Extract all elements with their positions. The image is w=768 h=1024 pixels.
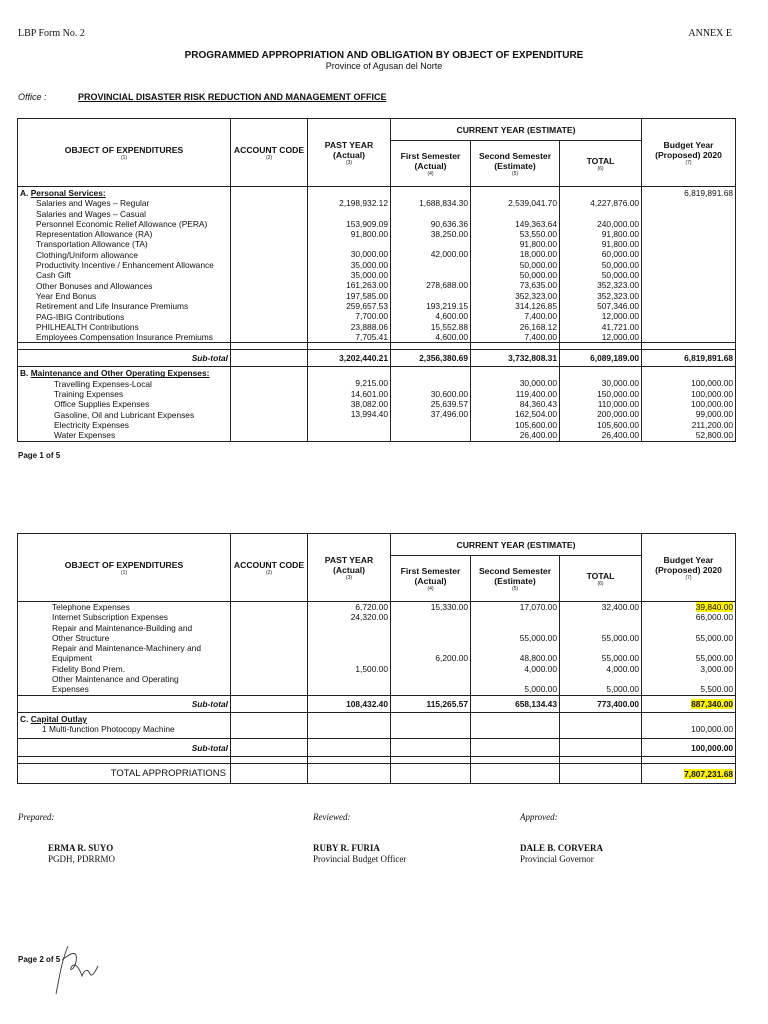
- total-value: [562, 612, 639, 622]
- page-number-1: Page 1 of 5: [18, 451, 61, 460]
- past-value: 35,000.00: [350, 259, 388, 270]
- past-value: 91,800.00: [350, 228, 388, 239]
- second-sem-value: 7,400.00: [524, 331, 557, 342]
- second-sem-value: 30,000.00: [519, 378, 557, 389]
- second-sem-value: 105,600.00: [515, 419, 557, 430]
- first-sem-value: [393, 239, 468, 249]
- past-value: 9,215.00: [355, 378, 388, 389]
- total-value: 55,000.00: [601, 632, 640, 643]
- second-sem-value: 352,323.00: [515, 290, 557, 301]
- line-item: Personnel Economic Relief Allowance (PERA): [36, 218, 208, 229]
- section-b-past: [308, 367, 391, 441]
- second-sem-value: 53,550.00: [519, 228, 557, 239]
- total-row: TOTAL APPROPRIATIONS 7,807,231.68: [18, 764, 736, 784]
- total-value: 41,721.00: [601, 321, 640, 332]
- grand-total: 7,807,231.68: [684, 768, 734, 779]
- col-budget-p2: Budget Year (Proposed) 2020 (7): [642, 534, 736, 602]
- past-value: [310, 430, 388, 440]
- prepared-role: PGDH, PDRRMO: [48, 854, 116, 864]
- page2-budget: [642, 602, 736, 696]
- document-subtitle: Province of Agusan del Norte: [325, 61, 443, 71]
- first-sem-value: 37,496.00: [430, 409, 468, 420]
- section-b-total: [560, 367, 642, 441]
- past-value: 6,720.00: [355, 602, 388, 612]
- first-sem-value: 193,219.15: [426, 300, 468, 311]
- total-value: 50,000.00: [601, 259, 640, 270]
- first-value: [393, 684, 468, 694]
- total-value: 50,000.00: [601, 270, 640, 281]
- prepared-name: ERMA R. SUYO: [48, 843, 114, 853]
- line-item: Cash Gift: [36, 270, 71, 281]
- page-number-2: Page 2 of 5: [18, 955, 61, 964]
- budget-value: 39,840.00: [695, 602, 734, 612]
- past-value: [310, 239, 388, 249]
- second-sem-value: [473, 208, 557, 218]
- total-value: 352,323.00: [597, 280, 640, 291]
- total-value: 91,800.00: [601, 228, 640, 239]
- past-value: 153,909.09: [346, 218, 388, 229]
- first-sem-value: 30,600.00: [430, 388, 468, 399]
- past-value: 38,082.00: [350, 399, 388, 410]
- line-item: Retirement and Life Insurance Premiums: [36, 301, 189, 312]
- signature-initials: [52, 940, 102, 998]
- annex-label: ANNEX E: [688, 28, 732, 39]
- line-item: Representation Allowance (RA): [36, 229, 153, 240]
- section-b-budget: [642, 367, 736, 441]
- total-value: 4,227,876.00: [590, 198, 640, 208]
- line-item: Gasoline, Oil and Lubricant Expenses: [54, 409, 195, 420]
- total-value: 5,000.00: [606, 684, 640, 695]
- first-value: [393, 633, 468, 643]
- past-value: 259,657.53: [346, 300, 388, 311]
- budget-value: 3,000.00: [700, 663, 734, 674]
- second-sem-value: 119,400.00: [515, 388, 557, 399]
- second-sem-value: 50,000.00: [519, 270, 557, 281]
- line-item: Other Maintenance and Operating Expenses: [52, 674, 179, 695]
- past-value: 7,705.41: [355, 331, 388, 342]
- first-sem-value: [393, 378, 468, 388]
- first-value: [393, 664, 468, 674]
- second-sem-value: 2,539,041.70: [508, 198, 557, 208]
- second-sem-value: 149,363.64: [515, 218, 557, 229]
- first-sem-value: [393, 430, 468, 440]
- line-item: Salaries and Wages – Casual: [36, 208, 147, 219]
- approved-label: Approved:: [520, 812, 558, 822]
- office-name: PROVINCIAL DISASTER RISK REDUCTION AND MANAGEMENT OFFICE: [78, 92, 387, 102]
- line-item: Transportation Allowance (TA): [36, 239, 148, 250]
- total-value: 60,000.00: [601, 249, 640, 260]
- col-past-p2: PAST YEAR (Actual) (3): [308, 534, 391, 602]
- past-value: 197,585.00: [346, 290, 388, 301]
- first-sem-value: 38,250.00: [430, 228, 468, 239]
- col-account-p2: ACCOUNT CODE (2): [231, 534, 308, 602]
- first-sem-value: 15,552.88: [430, 321, 468, 332]
- page2-items: [18, 602, 231, 696]
- line-item: Travelling Expenses-Local: [54, 378, 152, 389]
- line-item: Electricity Expenses: [54, 419, 129, 430]
- first-value: [393, 612, 468, 622]
- total-value: 105,600.00: [597, 419, 640, 430]
- section-a-items: A. Personal Services: Salaries and Wages – Regular Salaries and Wages – Casual Personnel Economic Relief Allowance (PERA) Representation Allowance (RA) Transportation Allowance (TA) Clothing/Uniform allowance Productivity Incentive / Enhancement Allowance Cash Gift Other Bonuses and Allowances Year End Bonus Retirement and Life Insurance Premiums PAG-IBIG Contributions PHILHEALTH Contributions Employees Compensation Insurance Premiums: [18, 187, 231, 343]
- col-account: ACCOUNT CODE (2): [231, 119, 308, 187]
- second-sem-value: 7,400.00: [524, 311, 557, 322]
- col-object: OBJECT OF EXPENDITURES (1): [18, 119, 231, 187]
- second-sem-value: 73,635.00: [519, 280, 557, 291]
- col-object-p2: OBJECT OF EXPENDITURES (1): [18, 534, 231, 602]
- past-value: 14,601.00: [350, 388, 388, 399]
- section-c-row: C. Capital Outlay 1 Multi-function Photocopy Machine 100,000.00: [18, 712, 736, 739]
- budget-value: 55,000.00: [695, 653, 734, 664]
- budget-value: 55,000.00: [695, 632, 734, 643]
- section-a-budget: 6,819,891.68: [642, 187, 736, 343]
- line-item: Productivity Incentive / Enhancement Allowance: [36, 260, 214, 271]
- second-sem-value: 314,126.85: [515, 300, 557, 311]
- col-second: Second Semester (Estimate) (5): [471, 141, 560, 187]
- past-value: [310, 208, 388, 218]
- past-value: 7,700.00: [355, 311, 388, 322]
- section-a-first: [391, 187, 471, 343]
- subtotal-b-row: Sub-total 108,432.40 115,265.57 658,134.43 773,400.00 887,340.00: [18, 695, 736, 712]
- col-current-p2: CURRENT YEAR (ESTIMATE): [391, 534, 642, 556]
- second-sem-value: 26,400.00: [519, 429, 557, 440]
- second-value: 48,800.00: [519, 653, 557, 664]
- line-item: Office Supplies Expenses: [54, 399, 150, 410]
- col-budget: Budget Year (Proposed) 2020 (7): [642, 119, 736, 187]
- col-total: TOTAL (6): [560, 141, 642, 187]
- total-value: 110,000.00: [597, 399, 640, 410]
- first-sem-value: [393, 291, 468, 301]
- col-first-p2: First Semester (Actual) (4): [391, 556, 471, 602]
- page2-total: [560, 602, 642, 696]
- section-b-items: B. Maintenance and Other Operating Expenses: Travelling Expenses-Local Training Expenses Office Supplies Expenses Gasoline, Oil and Lubricant Expenses Electricity Expenses Water Expenses: [18, 367, 231, 441]
- total-value: 55,000.00: [601, 653, 640, 664]
- past-value: [310, 684, 388, 694]
- total-value: 26,400.00: [601, 429, 640, 440]
- first-sem-value: 42,000.00: [430, 249, 468, 260]
- total-value: [562, 208, 639, 218]
- second-sem-value: 26,168.12: [519, 321, 557, 332]
- past-value: 35,000.00: [350, 270, 388, 281]
- budget-value: 211,200.00: [691, 419, 734, 430]
- second-value: [473, 612, 557, 622]
- total-value: 352,323.00: [597, 290, 640, 301]
- second-value: 4,000.00: [524, 663, 557, 674]
- line-item: Repair and Maintenance-Building and Other Structure: [52, 622, 193, 643]
- past-value: [310, 633, 388, 643]
- first-sem-value: [393, 420, 468, 430]
- reviewed-name: RUBY R. FURIA: [313, 843, 380, 853]
- line-item: Telephone Expenses: [52, 602, 130, 612]
- reviewed-label: Reviewed:: [313, 812, 351, 822]
- second-sem-value: 18,000.00: [519, 249, 557, 260]
- form-number: LBP Form No. 2: [18, 28, 85, 39]
- budget-value: 5,500.00: [700, 684, 734, 695]
- total-value: 240,000.00: [597, 218, 640, 229]
- budget-value: 52,800.00: [695, 429, 734, 440]
- line-item: Employees Compensation Insurance Premiums: [36, 332, 213, 343]
- subtotal-c-row: Sub-total 100,000.00: [18, 739, 736, 757]
- line-item: Repair and Maintenance-Machinery and Equipment: [52, 643, 201, 664]
- line-item: Clothing/Uniform allowance: [36, 249, 138, 260]
- first-value: 6,200.00: [435, 653, 468, 664]
- first-sem-value: 4,600.00: [435, 331, 468, 342]
- total-value: 150,000.00: [597, 388, 640, 399]
- prepared-label: Prepared:: [18, 812, 55, 822]
- past-value: 13,994.40: [350, 409, 388, 420]
- past-value: 161,263.00: [346, 280, 388, 291]
- col-past: PAST YEAR (Actual) (3): [308, 119, 391, 187]
- budget-value: 100,000.00: [691, 378, 734, 389]
- first-sem-value: [393, 260, 468, 270]
- past-value: [310, 653, 388, 663]
- second-value: 5,000.00: [524, 684, 557, 695]
- line-item: PAG-IBIG Contributions: [36, 311, 125, 322]
- first-sem-value: 90,636.36: [430, 218, 468, 229]
- total-value: 12,000.00: [601, 311, 640, 322]
- section-b-second: [471, 367, 560, 441]
- second-value: 17,070.00: [519, 602, 557, 612]
- reviewed-role: Provincial Budget Officer: [313, 854, 407, 864]
- second-sem-value: 162,504.00: [515, 409, 557, 420]
- past-value: 1,500.00: [355, 663, 388, 674]
- col-total-p2: TOTAL (6): [560, 556, 642, 602]
- past-value: 23,888.06: [350, 321, 388, 332]
- page2-first: [391, 602, 471, 696]
- line-item: Water Expenses: [54, 430, 116, 441]
- first-sem-value: 4,600.00: [435, 311, 468, 322]
- expenditure-table-page1: [17, 118, 736, 442]
- page2-past: [308, 602, 391, 696]
- budget-value: 99,000.00: [695, 409, 734, 420]
- line-item: Year End Bonus: [36, 290, 97, 301]
- second-sem-value: 91,800.00: [519, 239, 557, 250]
- budget-value: 100,000.00: [691, 399, 734, 410]
- line-item: Training Expenses: [54, 389, 124, 400]
- past-value: 2,198,932.12: [339, 198, 388, 208]
- past-value: [310, 420, 388, 430]
- total-value: 30,000.00: [601, 378, 640, 389]
- section-b-first: [391, 367, 471, 441]
- document-title: PROGRAMMED APPROPRIATION AND OBLIGATION BY OBJECT OF EXPENDITURE: [184, 50, 584, 61]
- first-sem-value: 1,688,834.30: [419, 198, 468, 208]
- section-a-second: [471, 187, 560, 343]
- total-value: 200,000.00: [597, 409, 640, 420]
- line-item: Internet Subscription Expenses: [52, 612, 168, 623]
- total-value: 91,800.00: [601, 239, 640, 250]
- office-label: Office :: [18, 92, 47, 102]
- approved-role: Provincial Governor: [520, 854, 594, 864]
- total-value: 4,000.00: [606, 663, 640, 674]
- subtotal-a-row: Sub-total 3,202,440.21 2,356,380.69 3,732,808.31 6,089,189.00 6,819,891.68: [18, 350, 736, 367]
- first-value: 15,330.00: [430, 602, 468, 612]
- section-a-past: [308, 187, 391, 343]
- total-value: 12,000.00: [601, 331, 640, 342]
- col-current: CURRENT YEAR (ESTIMATE): [391, 119, 642, 141]
- first-sem-value: [393, 208, 468, 218]
- second-sem-value: 84,360.43: [519, 399, 557, 410]
- first-sem-value: [393, 270, 468, 280]
- second-sem-value: 50,000.00: [519, 259, 557, 270]
- approved-name: DALE B. CORVERA: [520, 843, 603, 853]
- past-value: 30,000.00: [350, 249, 388, 260]
- page2-second: [471, 602, 560, 696]
- past-value: 24,320.00: [350, 612, 388, 623]
- section-a-total: [560, 187, 642, 343]
- expenditure-table-page2: [17, 533, 736, 784]
- budget-value: 66,000.00: [695, 612, 734, 623]
- first-sem-value: 278,688.00: [426, 280, 468, 291]
- line-item: Other Bonuses and Allowances: [36, 280, 153, 291]
- total-value: 32,400.00: [601, 602, 640, 612]
- second-value: 55,000.00: [519, 632, 557, 643]
- first-sem-value: 25,639.57: [430, 399, 468, 410]
- col-second-p2: Second Semester (Estimate) (5): [471, 556, 560, 602]
- total-value: 507,346.00: [597, 300, 640, 311]
- line-item: PHILHEALTH Contributions: [36, 321, 139, 332]
- col-first: First Semester (Actual) (4): [391, 141, 471, 187]
- budget-value: 100,000.00: [691, 388, 734, 399]
- line-item: Fidelity Bond Prem.: [52, 663, 126, 674]
- line-item: Salaries and Wages – Regular: [36, 198, 150, 209]
